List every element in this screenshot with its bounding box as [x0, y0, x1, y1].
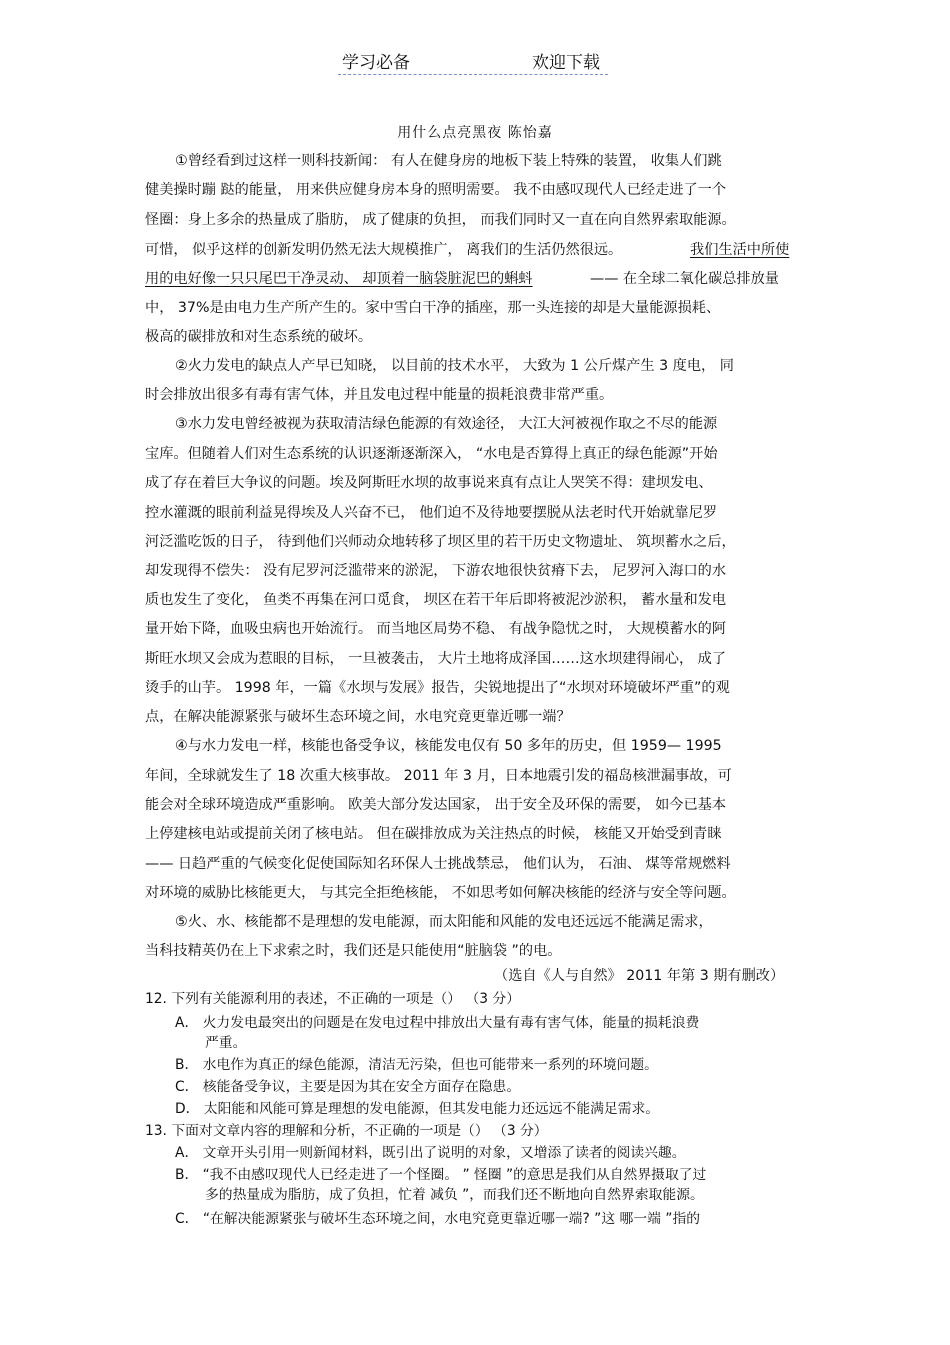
paragraph-line: 当科技精英仍在上下求索之时，我们还是只能使用“脏脑袋 ”的电。: [145, 943, 562, 959]
paragraph-line: 用的电好像一只只尾巴干净灵动、 却顶着一脑袋脏泥巴的蝌蚪: [145, 271, 533, 287]
paragraph-line: 健美操时蹦 跶的能量， 用来供应健身房本身的照明需要。 我不由感叹现代人已经走进了一个: [145, 182, 727, 198]
paragraph-line: 上停建核电站或提前关闭了核电站。 但在碳排放成为关注热点的时候， 核能又开始受到青睐: [145, 826, 722, 842]
question-line: B． 水电作为真正的绿色能源，清洁无污染，但也可能带来一系列的环境问题。: [175, 1057, 658, 1073]
question-line: B． “我不由感叹现代人已经走进了一个怪圈。 ” 怪圈 ”的意思是我们从自然界摄取了过: [175, 1167, 707, 1183]
paragraph-line: 我们生活中所使: [690, 242, 790, 258]
paragraph-line: 对环境的威胁比核能更大， 与其完全拒绝核能， 不如思考如何解决核能的经济与安全等问题。: [145, 885, 736, 901]
paragraph-line: 成了存在着巨大争议的问题。埃及阿斯旺水坝的故事说来真有点让人哭笑不得：建坝发电、: [145, 475, 713, 491]
question-line: 12. 下列有关能源利用的表述，不正确的一项是（） （3 分）: [145, 991, 521, 1007]
paragraph-line: 年间，全球就发生了 18 次重大核事故。 2011 年 3 月，日本地震引发的福岛核泄漏事故，可: [145, 768, 732, 784]
paragraph-line: 斯旺水坝又会成为惹眼的目标， 一旦被袭击， 大片土地将成泽国……这水坝建得闹心， 成了: [145, 651, 727, 667]
paragraph-line: 量开始下降，血吸虫病也开始流行。 而当地区局势不稳、 有战争隐忧之时， 大规模蓄水的阿: [145, 621, 727, 637]
paragraph-line: 宝库。但随着人们对生态系统的认识逐渐逐渐深入， “水电是否算得上真正的绿色能源”开始: [145, 446, 718, 462]
paragraph-line: ⑤火、水、核能都不是理想的发电能源，而太阳能和风能的发电还远远不能满足需求，: [175, 914, 713, 930]
question-line: 13. 下面对文章内容的理解和分析，不正确的一项是（） （3 分）: [145, 1123, 548, 1139]
article-title: 用什么点亮黑夜 陈怡嘉: [397, 125, 553, 141]
paragraph-line: —— 在全球二氧化碳总排放量: [590, 271, 779, 287]
paragraph-line: 却发现得不偿失： 没有尼罗河泛滥带来的淤泥， 下游农地很快贫瘠下去， 尼罗河入海口的水: [145, 563, 727, 579]
paragraph-line: ④与水力发电一样，核能也备受争议，核能发电仅有 50 多年的历史，但 1959— 1995: [175, 738, 722, 754]
paragraph-line: 极高的碳排放和对生态系统的破坏。: [145, 329, 373, 345]
paragraph-line: 烫手的山芋。 1998 年，一篇《水坝与发展》报告，尖锐地提出了“水坝对环境破坏严重”的观: [145, 680, 730, 696]
page-header: [338, 46, 608, 75]
question-line: D． 太阳能和风能可算是理想的发电能源，但其发电能力还远远不能满足需求。: [175, 1101, 660, 1117]
paragraph-line: ③水力发电曾经被视为获取清洁绿色能源的有效途径， 大江大河被视作取之不尽的能源: [175, 416, 718, 432]
paragraph-line: 中， 37%是由电力生产所产生的。家中雪白干净的插座，那一头连接的却是大量能源损耗、: [145, 300, 721, 316]
paragraph-line: 点，在解决能源紧张与破坏生态环境之间，水电究竟更靠近哪一端？: [145, 709, 571, 725]
paragraph-line: 时会排放出很多有毒有害气体，并且发电过程中能量的损耗浪费非常严重。: [145, 387, 614, 403]
paragraph-line: （选自《人与自然》 2011 年第 3 期有删改）: [494, 968, 785, 984]
paragraph-line: 怪圈：身上多余的热量成了脂肪， 成了健康的负担， 而我们同时又一直在向自然界索取能源。: [145, 212, 736, 228]
paragraph-line: ②火力发电的缺点人产早已知晓， 以目前的技术水平， 大致为 1 公斤煤产生 3 度电， 同: [175, 358, 734, 374]
question-line: A． 火力发电最突出的问题是在发电过程中排放出大量有毒有害气体，能量的损耗浪费: [175, 1015, 700, 1031]
paragraph-line: —— 日趋严重的气候变化促使国际知名环保人士挑战禁忌， 他们认为， 石油、 煤等常规燃料: [145, 856, 731, 872]
paragraph-line: ①曾经看到过这样一则科技新闻： 有人在健身房的地板下装上特殊的装置， 收集人们跳: [175, 153, 722, 169]
question-line: C． 核能备受争议，主要是因为其在安全方面存在隐患。: [175, 1079, 521, 1095]
question-line: C． “在解决能源紧张与破坏生态环境之间，水电究竟更靠近哪一端? ”这 哪一端 ”指的: [175, 1211, 701, 1227]
question-line: 多的热量成为脂肪，成了负担，忙着 减负 ”，而我们还不断地向自然界索取能源。: [205, 1187, 704, 1203]
paragraph-line: 可惜， 似乎这样的创新发明仍然无法大规模推广， 离我们的生活仍然很远。: [145, 242, 623, 258]
question-line: A． 文章开头引用一则新闻材料，既引出了说明的对象，又增添了读者的阅读兴趣。: [175, 1145, 686, 1161]
question-line: 严重。: [205, 1035, 247, 1051]
header-right-text: 欢迎下载: [532, 53, 600, 73]
header-left-text: 学习必备: [342, 53, 410, 73]
paragraph-line: 质也发生了变化， 鱼类不再集在河口觅食， 坝区在若干年后即将被泥沙淤积， 蓄水量和发电: [145, 592, 727, 608]
paragraph-line: 能会对全球环境造成严重影响。 欧美大部分发达国家， 出于安全及环保的需要， 如今已基本: [145, 797, 727, 813]
paragraph-line: 河泛滥吃饭的日子， 待到他们兴师动众地转移了坝区里的若干历史文物遗址、 筑坝蓄水之后，: [145, 534, 736, 550]
paragraph-line: 控水灌溉的眼前利益晃得埃及人兴奋不已， 他们迫不及待地要摆脱从法老时代开始就靠尼罗: [145, 505, 718, 521]
